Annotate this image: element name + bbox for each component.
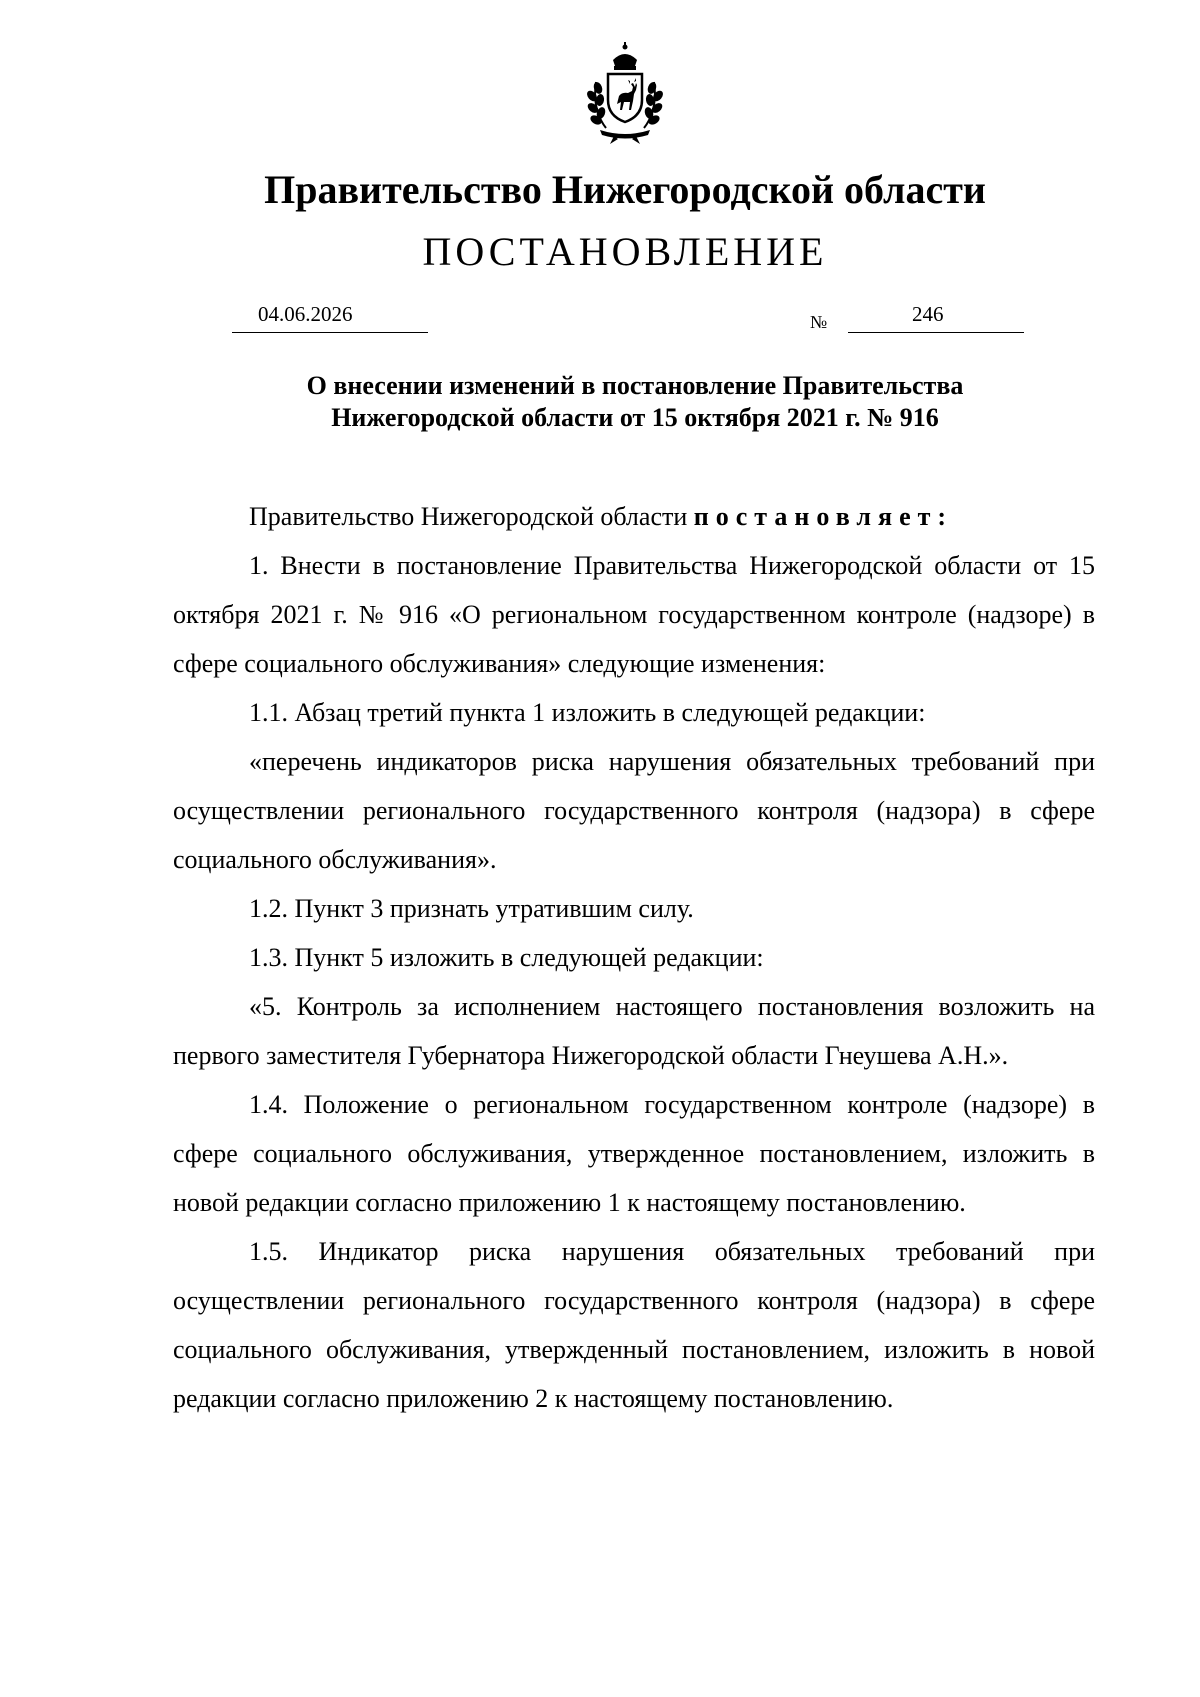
paragraph-1: 1. Внести в постановление Правительства Нижегородской области от 15 октября 2021 г. № 916 «О региональном государственном контроле (надзоре) в сфере социального обслуживания» следующие изменения: [173,551,1095,678]
document-number-field [848,302,1024,333]
coat-of-arms-icon [570,38,680,148]
preamble-lead: Правительство Нижегородской области [249,502,694,531]
preamble-paragraph [173,492,1095,541]
document-type-title: ПОСТАНОВЛЕНИЕ [422,229,828,274]
paragraph-1-5: 1.5. Индикатор риска нарушения обязательных требований при осуществлении регионального государственного контроля (надзора) в сфере социального обслуживания, утвержденный постановлением, изложить в новой редакции согласно приложению 2 к настоящему постановлению. [173,1237,1095,1413]
document-body [173,492,1095,1423]
document-number: 246 [912,302,944,326]
paragraph-1-3: 1.3. Пункт 5 изложить в следующей редакции: [249,943,764,972]
document-subject [0,370,1200,434]
organization-title: Правительство Нижегородской области [264,167,986,212]
paragraph-1-1-quote: «перечень индикаторов риска нарушения обязательных требований при осуществлении регионального государственного контроля (надзора) в сфере социального обслуживания». [173,747,1095,874]
number-sign: № [810,312,828,332]
paragraph-1-4: 1.4. Положение о региональном государственном контроле (надзоре) в сфере социального обслуживания, утвержденное постановлением, изложить в новой редакции согласно приложению 1 к настоящему постановлению. [173,1090,1095,1217]
preamble-verb: постановляет: [693,502,954,531]
document-date-field [232,302,428,333]
paragraph-1-1: 1.1. Абзац третий пункта 1 изложить в следующей редакции: [249,698,926,727]
subject-line-2: Нижегородской области от 15 октября 2021 г. № 916 [331,403,939,432]
document-date: 04.06.2026 [258,302,353,326]
paragraph-1-3-quote: «5. Контроль за исполнением настоящего постановления возложить на первого заместителя Губернатора Нижегородской области Гнеушева А.Н.». [173,992,1095,1070]
paragraph-1-2: 1.2. Пункт 3 признать утратившим силу. [249,894,694,923]
subject-line-1: О внесении изменений в постановление Правительства [306,371,964,400]
